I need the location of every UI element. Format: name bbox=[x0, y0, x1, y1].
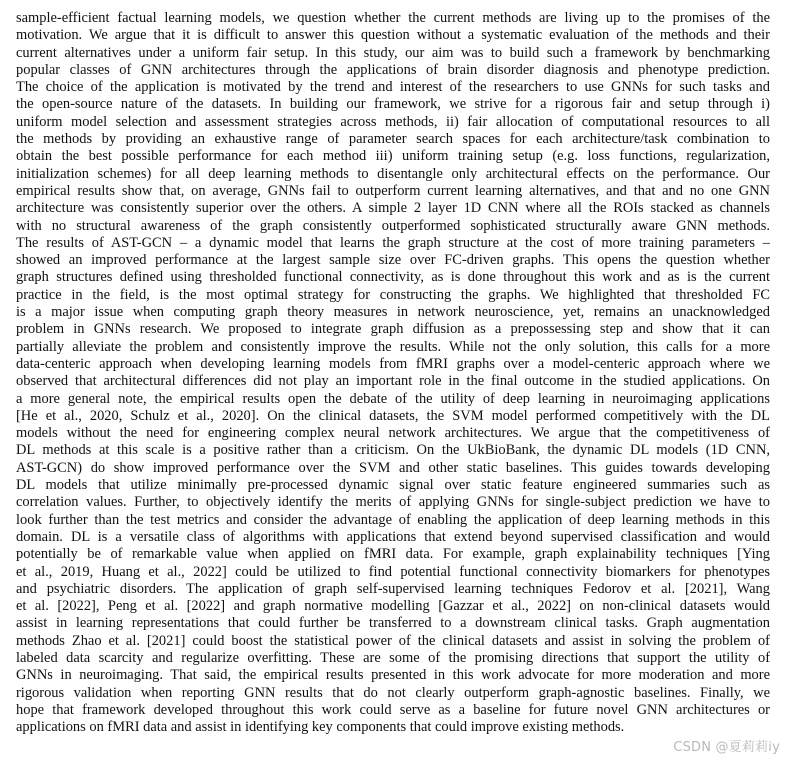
text-line: GNNs in neuroimaging. That said, the empirical results presented in this work advocate for more moderation and more bbox=[16, 667, 770, 684]
text-line: observed that architectural differences did not play an important role in the final outcome in the studied applications. On bbox=[16, 373, 770, 390]
text-line: assist in learning representations that could further be transferred to a downstream clinical tasks. Graph augmentation bbox=[16, 615, 770, 632]
text-line: methods Zhao et al. [2021] could boost the statistical power of the clinical datasets and assist in solving the problem of bbox=[16, 632, 770, 649]
text-line: obtain the best possible performance for each method iii) uniform training setup (e.g. loss functions, regularization, bbox=[16, 148, 770, 165]
text-line: applications on fMRI data and assist in identifying key components that could improve existing methods. bbox=[16, 719, 625, 736]
text-line: practice in the field, is the most optimal strategy for constructing the graphs. We highlighted that thresholded FC bbox=[16, 286, 770, 303]
text-line: AST-GCN) do show improved performance over the SVM and other static baselines. This guides towards developing bbox=[16, 459, 770, 476]
text-line: data-centeric approach when developing learning models from fMRI graphs over a model-centeric approach where we bbox=[16, 355, 770, 372]
text-line: initialization schemes) for all deep learning methods to disentangle only architectural effects on the performance. Our bbox=[16, 165, 770, 182]
text-line: current alternatives under a uniform fair setup. In this study, our aim was to build such a framework by benchmarking bbox=[16, 44, 770, 61]
text-line: uniform model selection and assessment strategies across methods, ii) fair allocation of computational resources to all bbox=[16, 113, 770, 130]
text-line: DL models that utilize minimally pre-processed dynamic signal over static feature engineered summaries such as bbox=[16, 477, 770, 494]
text-line: and psychiatric disorders. The application of graph self-supervised learning techniques Fedorov et al. [2021], Wang bbox=[16, 580, 770, 597]
text-line: correlation values. Further, to objectively identify the merits of applying GNNs for single-subject prediction we have to bbox=[16, 494, 770, 511]
text-line: the methods by providing an exhaustive range of parameter search spaces for each architecture/task combination to bbox=[16, 131, 770, 148]
csdn-watermark: CSDN @夏莉莉iy bbox=[673, 736, 780, 755]
text-line: graph structures defined using thresholded functional connectivity, as is done throughout this work and as is the current bbox=[16, 269, 770, 286]
text-line: domain. DL is a versatile class of algorithms with applications that extend beyond supervised classification and would bbox=[16, 528, 770, 545]
text-line: models without the need for engineering complex neural network architectures. We argue that the competitiveness of bbox=[16, 425, 770, 442]
text-line: is a major issue when computing graph theory measures in network neuroscience, yet, remains an unacknowledged bbox=[16, 304, 770, 321]
text-line: look further than the test metrics and consider the advantage of enabling the application of deep learning methods in this bbox=[16, 511, 770, 528]
text-line: hope that framework developed throughout this work could serve as a baseline for future novel GNN architectures or bbox=[16, 701, 770, 718]
text-line: [He et al., 2020, Schulz et al., 2020]. On the clinical datasets, the SVM model performed competitively with the DL bbox=[16, 407, 770, 424]
text-line: problem in GNNs research. We proposed to integrate graph diffusion as a prepossessing step and show that it can bbox=[16, 321, 770, 338]
text-line: empirical results show that, on average, GNNs fail to outperform current learning alternatives, and that and no one GNN bbox=[16, 182, 770, 199]
text-line: popular classes of GNN architectures through the applications of brain disorder diagnosis and phenotype prediction. bbox=[16, 61, 770, 78]
text-line: sample-efficient factual learning models, we question whether the current methods are living up to the promises of the bbox=[16, 10, 770, 26]
text-line: partially alleviate the problem and consistently improve the results. While not the only solution, this calls for a more bbox=[16, 338, 770, 355]
text-line: rigorous validation when reporting GNN results that do not clearly outperform graph-agnostic baselines. Finally, we bbox=[16, 684, 770, 701]
text-line: a more general note, the empirical results open the debate of the utility of deep learning in neuroimaging applications bbox=[16, 390, 770, 407]
text-line: et al., 2019, Huang et al., 2022] could be utilized to find potential functional connectivity biomarkers for phenotypes bbox=[16, 563, 770, 580]
text-line: architecture was consistently superior over the others. A simple 2 layer 1D CNN where all the ROIs stacked as channels bbox=[16, 200, 770, 217]
paper-text-block bbox=[16, 10, 770, 736]
text-line: the open-source nature of the datasets. In building our framework, we strive for a rigorous fair and setup through i) bbox=[16, 96, 770, 113]
text-line: DL methods at this scale is a positive rather than a criticism. On the UkBioBank, the dynamic DL models (1D CNN, bbox=[16, 442, 770, 459]
text-line: with no structural awareness of the graph consistently outperformed sophisticated structurally aware GNN methods. bbox=[16, 217, 770, 234]
text-line: The choice of the application is motivated by the trend and interest of the researchers to use GNNs for such tasks and bbox=[16, 79, 770, 96]
text-line: potentially be of remarkable value when applied on fMRI data. For example, graph explainability techniques [Ying bbox=[16, 546, 770, 563]
text-line: labeled data scarcity and regularize overfitting. These are some of the promising directions that support the utility of bbox=[16, 649, 770, 666]
text-line: showed an improved performance at the largest sample size over FC-driven graphs. This opens the question whether bbox=[16, 252, 770, 269]
text-line: The results of AST-GCN – a dynamic model that learns the graph structure at the cost of more training parameters – bbox=[16, 234, 770, 251]
text-line: et al. [2022], Peng et al. [2022] and graph normative modelling [Gazzar et al., 2022] on non-clinical datasets would bbox=[16, 598, 770, 615]
text-line: motivation. We argue that it is difficult to answer this question without a systematic evaluation of the methods and their bbox=[16, 27, 770, 44]
